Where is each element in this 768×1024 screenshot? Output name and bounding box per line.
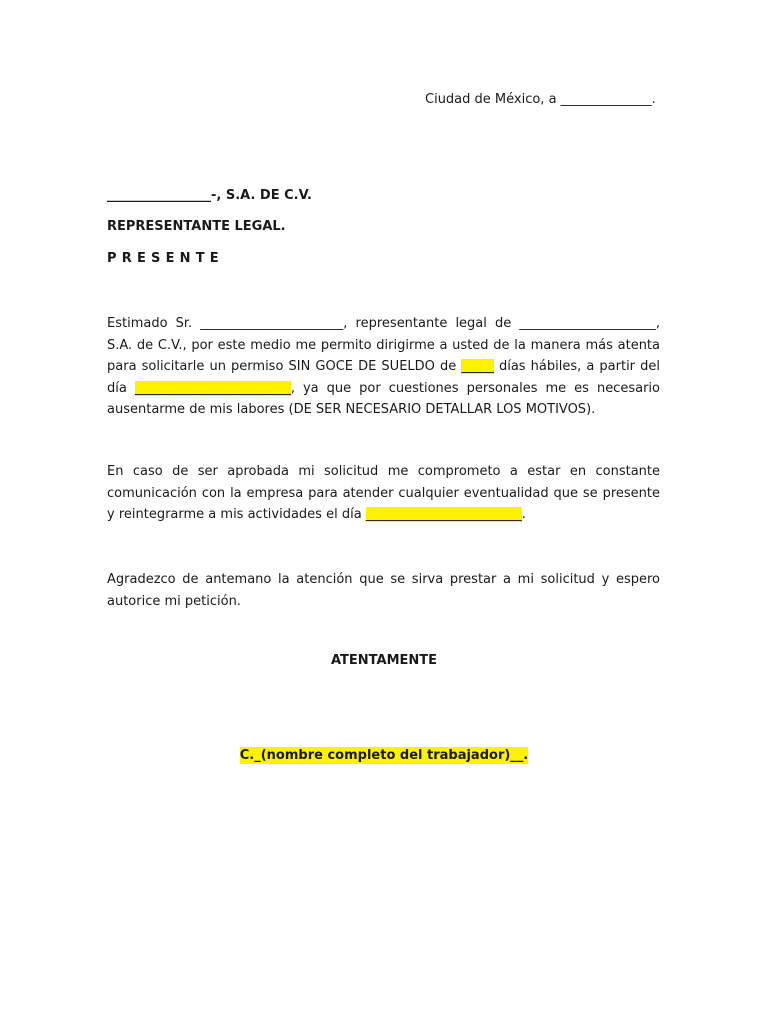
paragraph-request-part1: Estimado Sr. ______________________, representante legal de _____________________, S.A. de C.V., por este medio me permito dirigirme a usted de la manera más atenta para solicitarle un permiso SIN GOCE DE SUELDO de [107, 316, 660, 374]
paragraph-request-part3: , ya que por cuestiones personales me es necesario ausentarme de mis labores (DE SER NECESARIO DETALLAR LOS MOTIVOS). [107, 380, 660, 417]
signature-block [0, 748, 768, 763]
paragraph-request-part2: días hábiles, a partir del día [107, 359, 660, 396]
recipient-representative: REPRESENTANTE LEGAL. [107, 219, 286, 234]
paragraph-commitment-part1: En caso de ser aprobada mi solicitud me comprometo a estar en constante comunicación con la empresa para atender cualquier eventualidad que se presente y reintegrarme a mis actividades el día [107, 464, 660, 522]
days-blank-field: _____ [461, 359, 494, 374]
presente-heading: PRESENTE [107, 251, 224, 266]
recipient-company: ________________-, S.A. DE C.V. [107, 188, 312, 203]
closing-atentamente: ATENTAMENTE [330, 653, 438, 668]
signature-name: C._(nombre completo del trabajador)__. [239, 748, 529, 763]
return-date-blank-field: ________________________ [365, 507, 522, 522]
paragraph-thanks: Agradezco de antemano la atención que se sirva prestar a mi solicitud y espero autorice mi petición. [107, 572, 660, 609]
paragraph-commitment [107, 461, 660, 526]
place-date-line: Ciudad de México, a ______________. [425, 92, 656, 107]
paragraph-request [107, 313, 660, 421]
paragraph-commitment-part2: . [521, 507, 526, 522]
start-date-blank-field: ________________________ [134, 380, 291, 396]
